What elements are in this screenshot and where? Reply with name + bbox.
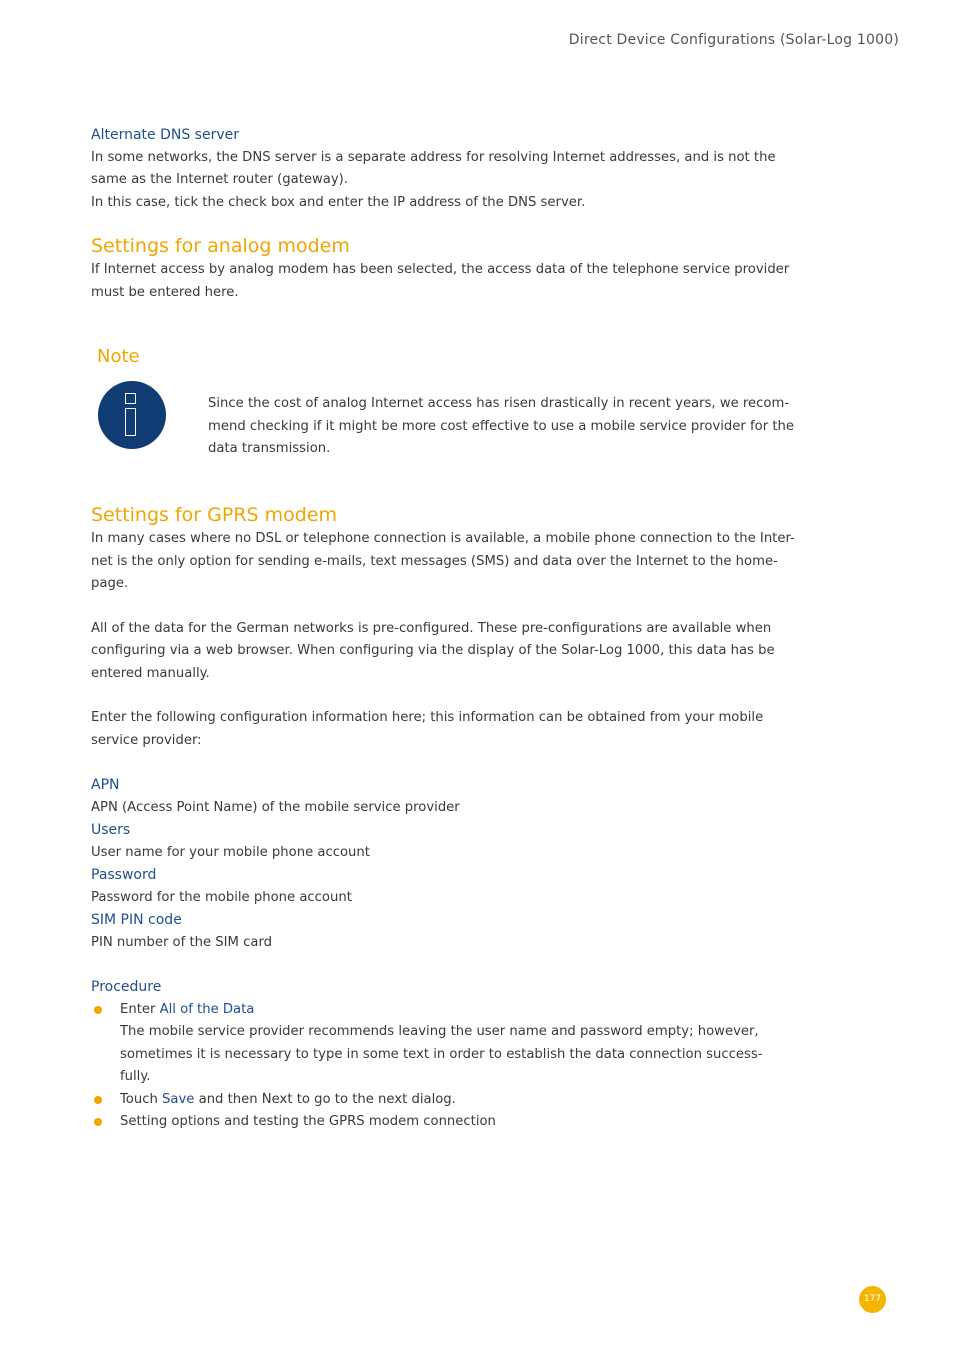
field-desc-users: User name for your mobile phone account	[91, 844, 370, 860]
gprs-p1-1: In many cases where no DSL or telephone connection is available, a mobile phone connection to the Inter-	[91, 531, 795, 546]
bullet-icon	[94, 1118, 102, 1126]
gprs-p2-2: configuring via a web browser. When configuring via the display of the Solar-Log 1000, this data has be	[91, 643, 775, 658]
field-term-apn: APN	[91, 777, 120, 793]
all-data-link: All of the Data	[159, 1001, 255, 1017]
list-item: Setting options and testing the GPRS modem connection	[91, 1111, 816, 1134]
list-item: Enter All of the Data The mobile service provider recommends leaving the user name and password empty; however, sometimes it is necessary to type in some text in order to establish the data connection success- fully.	[91, 999, 816, 1089]
gprs-p3-2: service provider:	[91, 732, 202, 748]
bullet-icon	[94, 1096, 102, 1104]
analog-heading: Settings for analog modem	[91, 235, 350, 257]
analog-section	[91, 233, 816, 304]
procedure-term: Procedure	[91, 979, 162, 995]
note-text	[208, 393, 828, 461]
note-text-1: Since the cost of analog Internet access has risen drastically in recent years, we recom-	[208, 396, 790, 411]
procedure-list	[91, 999, 816, 1134]
list-item: Touch Save and then Next to go to the next dialog.	[91, 1089, 816, 1112]
bullet-icon	[94, 1006, 102, 1014]
dns-term: Alternate DNS server	[91, 127, 239, 143]
field-list	[91, 774, 816, 954]
dns-section	[91, 124, 816, 214]
gprs-p2-3: entered manually.	[91, 665, 210, 681]
info-icon	[98, 381, 166, 449]
gprs-p1-2: net is the only option for sending e-mails, text messages (SMS) and data over the Internet to the home-	[91, 553, 778, 569]
field-term-users: Users	[91, 822, 131, 838]
gprs-section	[91, 502, 816, 1134]
page-number-badge: 177	[859, 1286, 886, 1313]
field-desc-sim-pin: PIN number of the SIM card	[91, 934, 273, 950]
gprs-heading: Settings for GPRS modem	[91, 504, 338, 526]
field-desc-password: Password for the mobile phone account	[91, 889, 352, 905]
gprs-p2-1: All of the data for the German networks is pre-configured. These pre-configurations are available when	[91, 620, 772, 636]
field-term-password: Password	[91, 867, 157, 883]
gprs-p3-1: Enter the following configuration information here; this information can be obtained from your mobile	[91, 710, 764, 725]
note-text-2: mend checking if it might be more cost effective to use a mobile service provider for the	[208, 418, 794, 434]
field-term-sim-pin: SIM PIN code	[91, 912, 182, 928]
gprs-p1-3: page.	[91, 576, 129, 591]
analog-text-2: must be entered here.	[91, 284, 239, 300]
dns-text-1: In some networks, the DNS server is a separate address for resolving Internet addresses, and is not the	[91, 149, 776, 165]
procedure-section	[91, 976, 816, 1134]
dns-text-2: same as the Internet router (gateway).	[91, 172, 348, 187]
field-desc-apn: APN (Access Point Name) of the mobile service provider	[91, 799, 460, 815]
save-link: Save	[162, 1091, 195, 1107]
dns-text-3: In this case, tick the check box and enter the IP address of the DNS server.	[91, 194, 586, 210]
running-header: Direct Device Configurations (Solar-Log 1000)	[568, 32, 899, 48]
analog-text-1: If Internet access by analog modem has been selected, the access data of the telephone service provider	[91, 262, 790, 277]
note-title: Note	[97, 346, 140, 367]
note-text-3: data transmission.	[208, 441, 331, 456]
